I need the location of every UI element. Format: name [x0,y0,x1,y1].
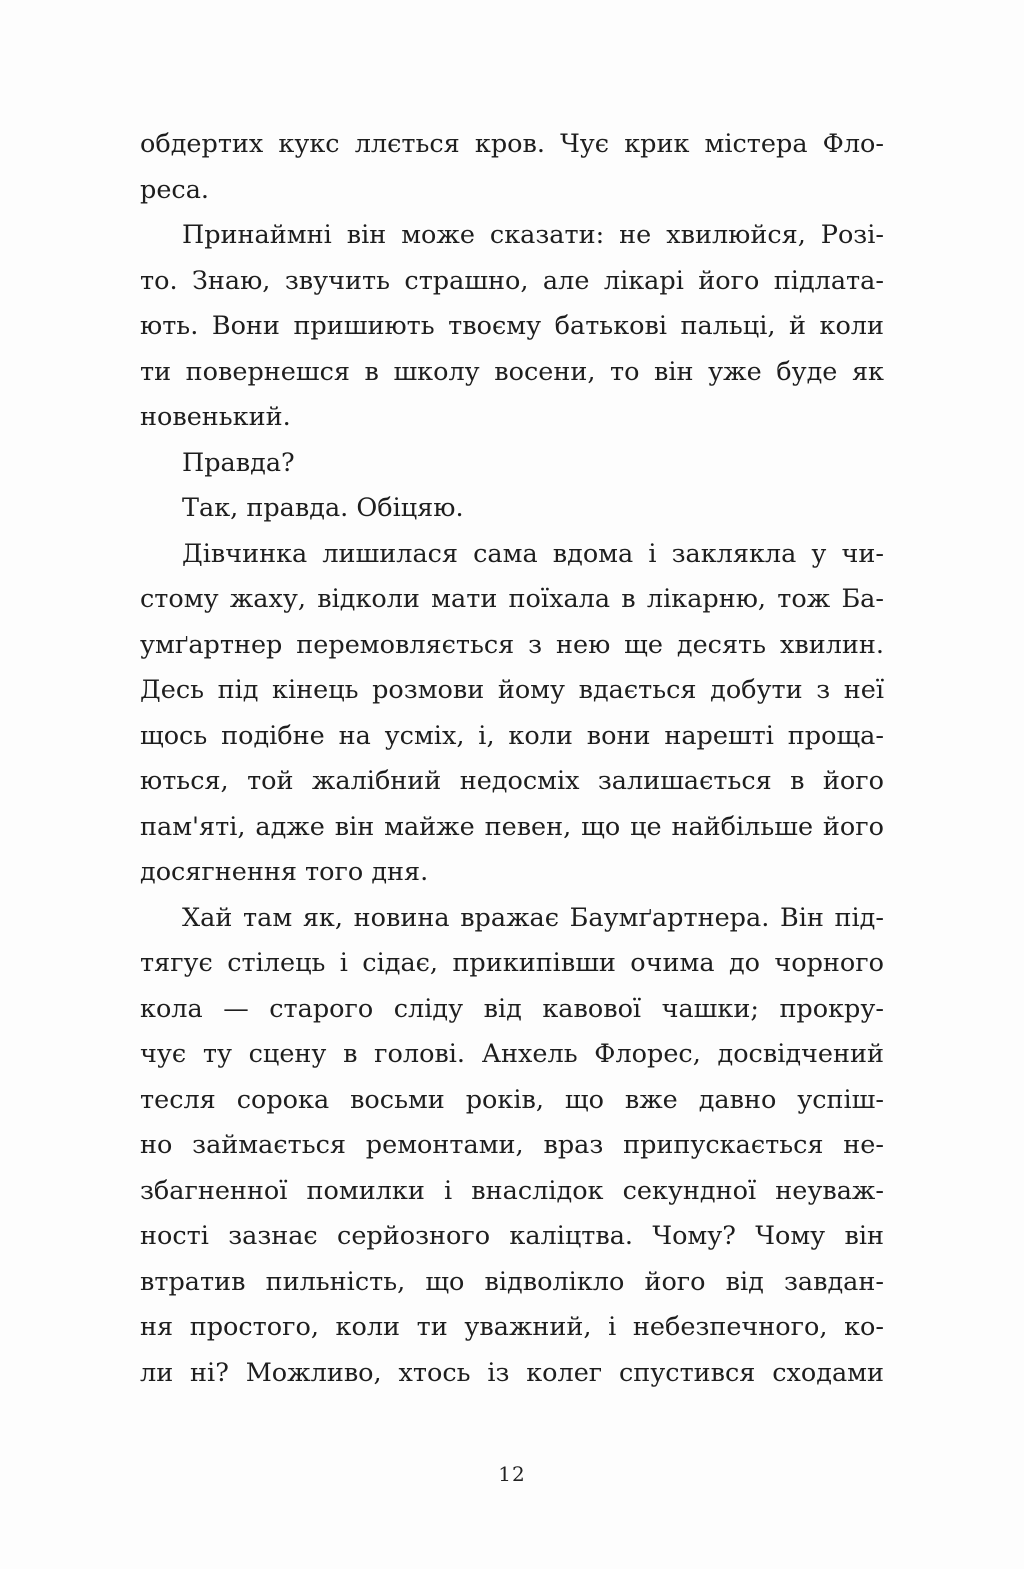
text-line: ня простого, коли ти уважний, і небезпечного, ко- [140,1312,884,1342]
text-line: то. Знаю, звучить страшно, але лікарі його підлата- [140,265,884,296]
text-line: чує ту сцену в голові. Анхель Флорес, досвідчений [140,1039,884,1069]
text-line: Дівчинка лишилася сама вдома і заклякла у чи- [182,538,884,569]
text-line: но займається ремонтами, враз припускається не- [140,1130,884,1160]
text-line: досягнення того дня. [140,857,429,887]
text-line: Принаймні він може сказати: не хвилюйся, Розі- [182,220,884,250]
text-line: умґартнер перемовляється з нею ще десять хвилин. [140,629,884,660]
text-line: пам'яті, адже він майже певен, що це найбільше його [140,811,884,842]
body-text [140,124,884,1398]
text-line: Правда? [182,447,295,478]
text-line: кола — старого сліду від кавової чашки; прокру- [140,993,884,1024]
text-line: втратив пильність, що відволікло його від завдан- [140,1266,884,1297]
text-line: ності зазнає серйозного каліцтва. Чому? Чому він [140,1221,884,1251]
text-line: щось подібне на усміх, і, коли вони нарешті проща- [140,720,884,751]
text-line: Так, правда. Обіцяю. [182,493,464,523]
text-line: тягує стілець і сідає, прикипівши очима до чорного [140,948,884,978]
text-line: Десь під кінець розмови йому вдається добути з неї [140,675,884,705]
text-line: ються, той жалібний недосміх залишається в його [140,766,884,796]
text-line: новенький. [140,402,291,432]
text-line: збагненної помилки і внаслідок секундної неуваж- [140,1175,884,1206]
text-line: Хай там як, новина вражає Баумґартнера. Він під- [182,902,884,933]
text-line: реса. [140,174,210,205]
text-line: ти повернешся в школу восени, то він уже буде як [140,356,884,387]
text-line: обдертих кукс ллється кров. Чує крик містера Фло- [140,129,884,159]
text-line: ли ні? Можливо, хтось із колег спустився сходами [140,1357,884,1388]
page-number: 12 [498,1462,526,1486]
text-line: тесля сорока восьми років, що вже давно успіш- [140,1084,884,1115]
text-line: ють. Вони пришиють твоєму батькові пальці, й коли [140,311,884,341]
text-line: стому жаху, відколи мати поїхала в лікарню, тож Ба- [140,584,884,614]
